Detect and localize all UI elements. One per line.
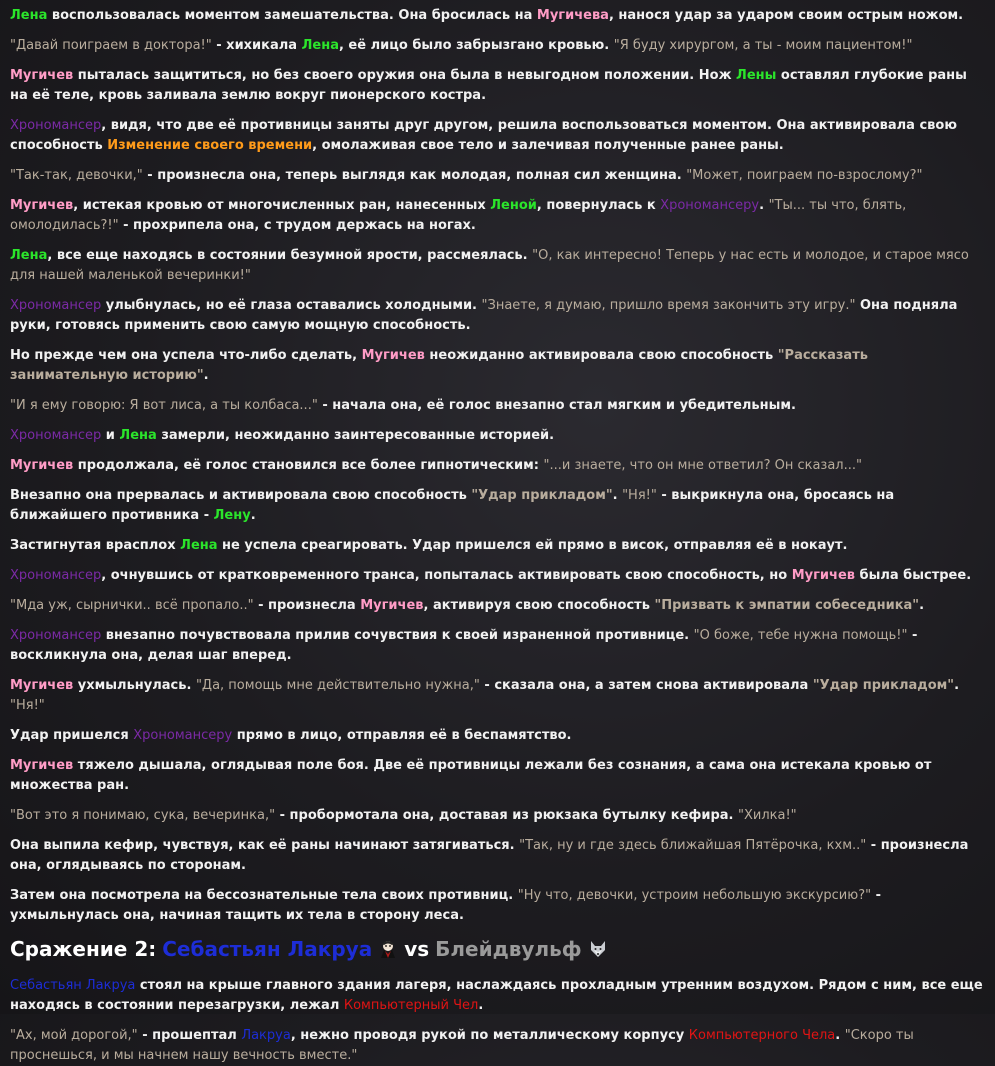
story-text: - ухмыльнулась она, начиная тащить их тела в сторону леса. — [10, 888, 882, 923]
story-span-q: "Ах, мой дорогой," — [10, 1028, 138, 1043]
story-paragraph — [10, 566, 983, 586]
story-text: воспользовалась моментом замешательства. Она бросилась на — [47, 8, 537, 23]
story-span-mug: Мугичев — [360, 598, 424, 613]
story-text: , очнувшись от кратковременного транса, попыталась активировать свою способность, но — [101, 568, 792, 583]
story-text: - хихикала — [211, 38, 302, 53]
story-text: , истекая кровью от многочисленных ран, нанесенных — [73, 198, 491, 213]
story-text: неожиданно активировала свою способность — [424, 348, 778, 363]
story-span-lena: Лена — [10, 248, 48, 263]
story-span-mug: Мугичев — [361, 348, 425, 363]
story-text: - прохрипела она, с трудом держась на ногах. — [118, 218, 476, 233]
story-text: стоял на крыше главного здания лагеря, наслаждаясь прохладным утренним воздухом. Рядом с ним, все еще находясь в состоянии перезагрузки, лежал — [10, 978, 983, 1013]
story-paragraph — [10, 676, 983, 716]
story-paragraph — [10, 196, 983, 236]
story-text: Застигнутая врасплох — [10, 538, 181, 553]
story-text: Затем она посмотрела на бессознательные тела своих противниц. — [10, 888, 518, 903]
story-span-q: "О боже, тебе нужна помощь!" — [693, 628, 908, 643]
story-text: и — [101, 428, 120, 443]
story-span-q: "Ня!" — [10, 698, 45, 713]
story-text: . — [919, 598, 925, 613]
story-text: , нежно проводя рукой по металлическому корпусу — [290, 1028, 689, 1043]
story-part-2 — [10, 976, 983, 1066]
story-paragraph — [10, 456, 983, 476]
story-text: Внезапно она прервалась и активировала свою способность — [10, 488, 472, 503]
versus-label: vs — [404, 937, 430, 961]
story-paragraph — [10, 486, 983, 526]
story-text: , все еще находясь в состоянии безумной ярости, рассмеялась. — [47, 248, 533, 263]
story-span-chrono: Хрономансеру — [133, 728, 233, 743]
story-text: тяжело дышала, оглядывая поле боя. Две её противницы лежали без сознания, а сама она истекала кровью от множества ран. — [10, 758, 932, 793]
story-span-chrono: Хрономансер — [10, 428, 102, 443]
story-span-abil-tan: "Удар прикладом" — [471, 488, 613, 503]
story-span-lena: Лену — [213, 508, 251, 523]
story-paragraph — [10, 976, 983, 1016]
story-paragraph — [10, 6, 983, 26]
story-span-comp: Компьютерный Чел — [343, 998, 479, 1013]
story-text: прямо в лицо, отправляя её в беспамятство. — [232, 728, 572, 743]
story-text: пыталась защититься, но без своего оружия она была в невыгодном положении. Нож — [73, 68, 737, 83]
story-text: - воскликнула она, делая шаг вперед. — [10, 628, 918, 663]
story-span-q: "Вот это я понимаю, сука, вечеринка," — [10, 808, 276, 823]
story-text: оставлял глубокие раны на её теле, кровь заливала землю вокруг пионерского костра. — [10, 68, 967, 103]
story-span-q: "Ну что, девочки, устроим небольшую экскурсию?" — [517, 888, 872, 903]
story-paragraph — [10, 396, 983, 416]
story-span-q: "Мда уж, сырнички.. всё пропало.." — [10, 598, 254, 613]
fighter-2-name: Блейдвульф — [435, 937, 582, 961]
story-span-mug: Мугичева — [536, 8, 609, 23]
story-text: - выкрикнула она, бросаясь на ближайшего противника - — [10, 488, 895, 523]
story-span-seb: Лакруа — [241, 1028, 291, 1043]
story-text: . — [203, 368, 209, 383]
vampire-icon — [378, 939, 398, 959]
story-text: . — [759, 198, 769, 213]
story-text: ухмыльнулась. — [73, 678, 196, 693]
story-span-chrono: Хрономансер — [10, 628, 102, 643]
story-span-q: "...и знаете, что он мне ответил? Он сказал..." — [543, 458, 862, 473]
story-span-lena: Лена — [10, 8, 48, 23]
fighter-1-name: Себастьян Лакруа — [162, 937, 373, 961]
story-text: Она выпила кефир, чувствуя, как её раны начинают затягиваться. — [10, 838, 520, 853]
story-text: . — [250, 508, 256, 523]
story-paragraph — [10, 886, 983, 926]
story-paragraph — [10, 166, 983, 186]
story-text: , омолаживая свое тело и залечивая полученные ранее раны. — [312, 138, 784, 153]
story-span-lena: Лена — [301, 38, 339, 53]
story-span-q: "О, как интересно! Теперь у нас есть и молодое, и старое мясо для нашей маленькой вечеринки!" — [10, 248, 969, 283]
story-text: - произнесла она, теперь выглядя как молодая, полная сил женщина. — [142, 168, 687, 183]
story-span-lena: Лена — [180, 538, 218, 553]
story-text: - пробормотала она, доставая из рюкзака бутылку кефира. — [275, 808, 738, 823]
story-paragraph — [10, 806, 983, 826]
story-span-chrono: Хрономансеру — [660, 198, 760, 213]
story-span-q: "И я ему говорю: Я вот лиса, а ты колбаса..." — [10, 398, 318, 413]
story-text: улыбнулась, но её глаза оставались холодными. — [101, 298, 482, 313]
story-span-q: "Давай поиграем в доктора!" — [10, 38, 212, 53]
story-paragraph — [10, 66, 983, 106]
story-span-abil-tan: "Призвать к эмпатии собеседника" — [654, 598, 920, 613]
story-paragraph — [10, 756, 983, 796]
story-text: Удар пришелся — [10, 728, 134, 743]
story-span-mug: Мугичев — [10, 758, 74, 773]
story-span-chrono: Хрономансер — [10, 568, 102, 583]
story-span-q: "Так-так, девочки," — [10, 168, 143, 183]
story-span-seb: Себастьян Лакруа — [10, 978, 136, 993]
story-text: , повернулась к — [536, 198, 661, 213]
story-text: - произнесла она, оглядываясь по сторонам. — [10, 838, 969, 873]
story-span-chrono: Хрономансер — [10, 298, 102, 313]
story-paragraph — [10, 1026, 983, 1066]
story-text: , видя, что две её противницы заняты друг другом, решила воспользоваться моментом. Она активировала свою способность — [10, 118, 957, 153]
story-text: . — [954, 678, 960, 693]
story-span-q: "Ты... ты что, блять, омолодилась?!" — [10, 198, 907, 233]
story-span-mug: Мугичев — [791, 568, 855, 583]
story-span-q: "Я буду хирургом, а ты - моим пациентом!" — [613, 38, 913, 53]
story-paragraph — [10, 116, 983, 156]
story-text: . — [835, 1028, 845, 1043]
story-span-lena: Леной — [490, 198, 537, 213]
story-text: - сказала она, а затем снова активировала — [479, 678, 813, 693]
story-text: - произнесла — [253, 598, 361, 613]
story-span-q: "Так, ну и где здесь ближайшая Пятёрочка, кхм.." — [519, 838, 867, 853]
story-text: была быстрее. — [855, 568, 972, 583]
battle-2-heading — [10, 936, 983, 962]
wolf-icon — [588, 939, 608, 959]
story-text: продолжала, её голос становился все более гипнотическим: — [73, 458, 544, 473]
story-text: замерли, неожиданно заинтересованные историей. — [156, 428, 555, 443]
story-paragraph — [10, 536, 983, 556]
story-paragraph — [10, 346, 983, 386]
story-span-q: "Знаете, я думаю, пришло время закончить эту игру." — [481, 298, 856, 313]
story-text: . — [612, 488, 623, 503]
story-span-chrono: Хрономансер — [10, 118, 102, 133]
story-paragraph — [10, 296, 983, 336]
story-span-mug: Мугичев — [10, 678, 74, 693]
story-paragraph — [10, 726, 983, 746]
story-text: , нанося удар за ударом своим острым ножом. — [608, 8, 964, 23]
story-paragraph — [10, 426, 983, 446]
story-paragraph — [10, 836, 983, 876]
story-text: , её лицо было забрызгано кровью. — [338, 38, 614, 53]
story-text: - начала она, её голос внезапно стал мягким и убедительным. — [317, 398, 796, 413]
story-text: - прошептал — [137, 1028, 242, 1043]
story-span-q: "Хилка!" — [738, 808, 797, 823]
story-span-abil-tan: "Удар прикладом" — [812, 678, 955, 693]
story-span-mug: Мугичев — [10, 198, 74, 213]
story-paragraph — [10, 246, 983, 286]
story-part-1 — [10, 6, 983, 926]
story-text: Но прежде чем она успела что-либо сделать, — [10, 348, 362, 363]
story-span-abil-orange: Изменение своего времени — [107, 138, 313, 153]
story-span-q: "Да, помощь мне действительно нужна," — [195, 678, 480, 693]
story-text: не успела среагировать. Удар пришелся ей прямо в висок, отправляя её в нокаут. — [217, 538, 848, 553]
story-span-q: "Скоро ты проснешься, и мы начнем нашу вечность вместе." — [10, 1028, 914, 1063]
story-text: . — [478, 998, 484, 1013]
story-span-q: "Может, поиграем по-взрослому?" — [686, 168, 923, 183]
story-span-lena: Лены — [736, 68, 777, 83]
story-paragraph — [10, 596, 983, 616]
story-text: внезапно почувствовала прилив сочувствия к своей израненной противнице. — [101, 628, 694, 643]
story-span-mug: Мугичев — [10, 458, 74, 473]
story-span-lena: Лена — [119, 428, 157, 443]
story-text: Она подняла руки, готовясь применить свою самую мощную способность. — [10, 298, 958, 333]
story-span-comp: Компьютерного Чела — [688, 1028, 836, 1043]
story-span-mug: Мугичев — [10, 68, 74, 83]
battle-label: Сражение 2: — [10, 937, 157, 961]
story-paragraph — [10, 626, 983, 666]
story-span-abil-tan: "Рассказать занимательную историю" — [10, 348, 868, 383]
story-text: , активируя свою способность — [423, 598, 655, 613]
story-span-q: "Ня!" — [622, 488, 657, 503]
story-paragraph — [10, 36, 983, 56]
